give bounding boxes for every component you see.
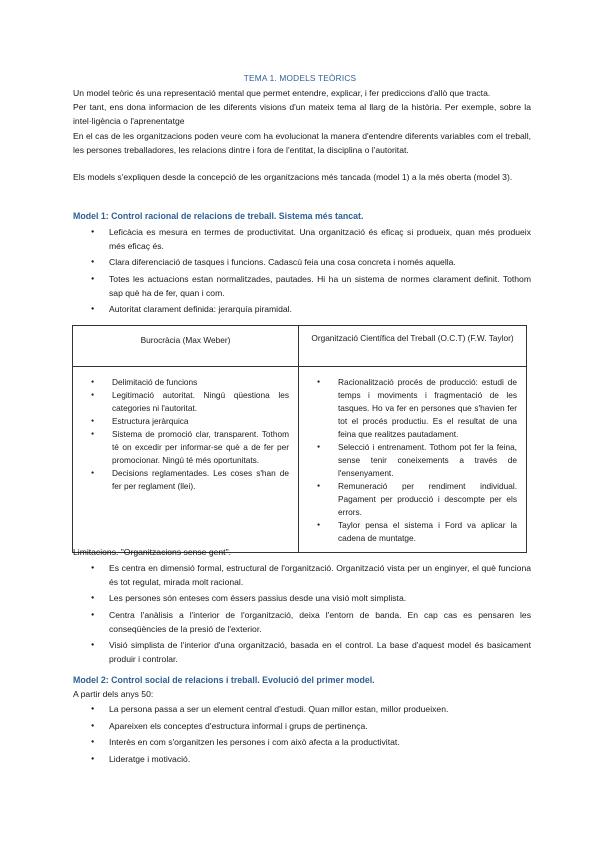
list-item: ● Remuneració per rendiment individual. Pagament per producció i descompte per els errors. bbox=[300, 480, 517, 519]
list-item: ● Decisions reglamentades. Les coses s'han de fer per reglament (llei). bbox=[74, 467, 289, 493]
intro-paragraph: Un model teòric és una representació mental que permet entendre, explicar, i fer prediccions d'allò que tracta. bbox=[73, 88, 491, 98]
list-item: ● Les persones són enteses com éssers passius desde una visió molt simplista. bbox=[73, 592, 531, 606]
list-item: ● Legitimació autoritat. Ningú qüestiona les categories ni l'autoritat. bbox=[74, 389, 289, 415]
model1-heading bbox=[73, 211, 363, 221]
table-header-bureaucracy: Burocràcia (Max Weber) bbox=[73, 326, 299, 367]
model2-list bbox=[73, 703, 531, 769]
table-cell-oct bbox=[299, 367, 527, 553]
models-explanation bbox=[73, 170, 531, 184]
list-item: ● Lideratge i motivació. bbox=[73, 753, 531, 767]
table-row bbox=[73, 367, 527, 553]
list-item: ● La persona passa a ser un element central d'estudi. Quan millor estan, millor produeixen. bbox=[73, 703, 531, 717]
document-title: TEMA 1. MODELS TEÒRICS bbox=[243, 73, 357, 83]
list-item: ● Centra l'anàlisis a l'interior de l'organització, deixa l'entorn de banda. En cap cas es pensaren les conseqüències de la presió de l'exterior. bbox=[73, 609, 531, 637]
model2-subheading: A partir dels anys 50: bbox=[73, 689, 154, 699]
models-explanation-text: Els models s'expliquen desde la concepció de les organitzacions més tancada (model 1) a la més oberta (model 3). bbox=[73, 172, 513, 182]
intro-paragraph: En el cas de les organitzacions poden veure com ha evolucionat la manera d'entendre diferents variables com el treball, les persones treballadores, les relacions dintre i fora de l'entitat, la disciplina o l'autoritat. bbox=[73, 130, 531, 155]
intro-paragraphs bbox=[73, 86, 531, 157]
list-item: ● Leficàcia es mesura en termes de productivitat. Una organització és eficaç si produeix, quan més produeix més eficaç és. bbox=[73, 226, 531, 254]
list-item: ● Totes les actuacions estan normalitzades, pautades. Hi ha un sistema de normes clarament definit. Tothom sap què ha de fer, quan i com. bbox=[73, 273, 531, 301]
list-item: ● Apareixen els conceptes d'estructura informal i grups de pertinença. bbox=[73, 720, 531, 734]
limitations-list bbox=[73, 562, 531, 670]
table-header-oct: Organització Científica del Treball (O.C.T) (F.W. Taylor) bbox=[299, 326, 527, 367]
list-item: ● Interès en com s'organitzen les persones i com això afecta a la productivitat. bbox=[73, 736, 531, 750]
model2-heading-text: Model 2: Control social de relacions i treball. Evolució del primer model. bbox=[73, 675, 375, 685]
table-header-row bbox=[73, 326, 527, 367]
list-item: ● Visió simplista de l'interior d'una organització, basada en el control. La base d'aquest model és basicament produir i controlar. bbox=[73, 639, 531, 667]
limitations-label: Limitacions. "Organitzacions sense gent". bbox=[73, 547, 232, 557]
table-cell-bureaucracy bbox=[73, 367, 299, 553]
list-item: ● Selecció i entrenament. Tothom pot fer la feina, sense tenir coneixements a través de l'ensenyament. bbox=[300, 441, 517, 480]
model2-heading bbox=[73, 675, 375, 685]
list-item: ● Taylor pensa el sistema i Ford va aplicar la cadena de muntatge. bbox=[300, 519, 517, 545]
list-item: ● Delimitació de funcions bbox=[74, 376, 289, 389]
intro-paragraph: Per tant, ens dona informacion de les diferents visions d'un mateix tema al llarg de la història. Per exemple, sobre la intel·ligència o l'aprenentatge bbox=[73, 102, 531, 127]
list-item: ● Es centra en dimensió formal, estructural de l'organització. Organització vista per un enginyer, el què funciona és tot regulat, mirada molt racional. bbox=[73, 562, 531, 590]
comparison-table bbox=[72, 325, 527, 553]
list-item: ● Racionalització procés de producció: estudi de temps i moviments i fragmentació de les tasques. Ho va fer en persones que s'havien fer tot el procés productiu. Es el resultat de una feina que realitzes pautadament. bbox=[300, 376, 517, 441]
list-item: ● Clara diferenciació de tasques i funcions. Cadascú feia una cosa concreta i només aquella. bbox=[73, 256, 531, 270]
list-item: ● Estructura jeràrquica bbox=[74, 415, 289, 428]
model1-heading-text: Model 1: Control racional de relacions de treball. Sistema més tancat. bbox=[73, 211, 364, 221]
list-item: ● Sistema de promoció clar, transparent. Tothom té on excedir per informar-se què a de fer per promocionar. Ningú té més oportunitats. bbox=[74, 428, 289, 467]
model1-list bbox=[73, 226, 531, 320]
list-item: ● Autoritat clarament definida: jerarquía piramidal. bbox=[73, 303, 531, 317]
